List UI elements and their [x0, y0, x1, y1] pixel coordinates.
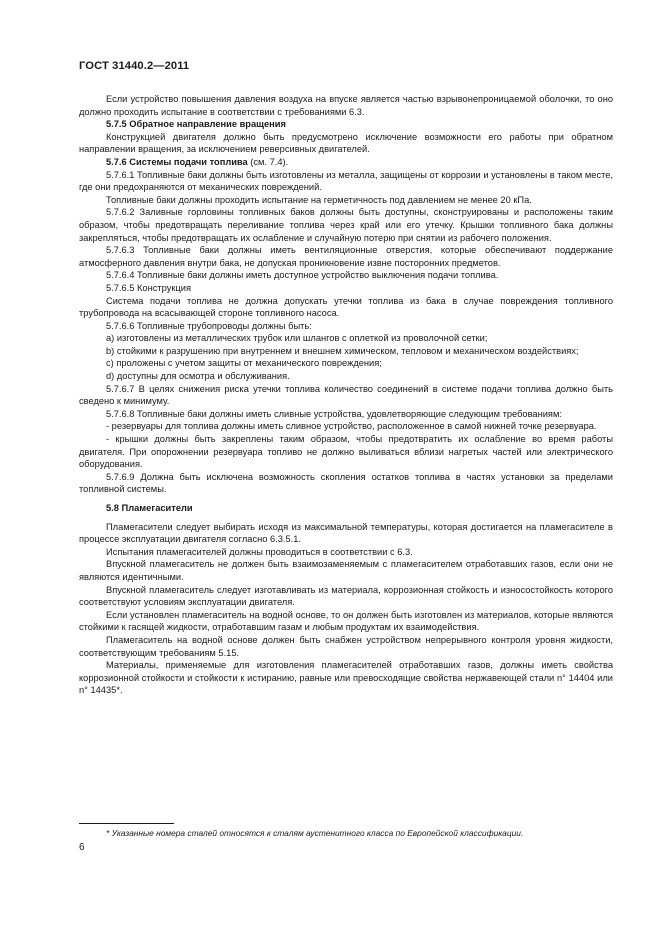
- paragraph-text: 5.7.6.1 Топливные баки должны быть изготовлены из металла, защищены от коррозии и установлены в таком месте, где они предохраняются от механических повреждений.: [79, 169, 613, 193]
- paragraph-text: Впускной пламегаситель следует изготавливать из материала, коррозионная стойкость и износостойкость которого соответствуют условиям эксплуатации двигателя.: [79, 584, 613, 608]
- paragraph: [79, 332, 613, 345]
- paragraph-text: (см. 7.4).: [247, 156, 289, 167]
- page-number: 6: [79, 842, 85, 853]
- paragraph-text: 5.7.6.8 Топливные баки должны иметь сливные устройства, удовлетворяющие следующим требованиям:: [106, 408, 562, 419]
- paragraph: [79, 282, 613, 295]
- paragraph: [79, 169, 613, 194]
- paragraph: [79, 584, 613, 609]
- paragraph-text: Конструкцией двигателя должно быть предусмотрено исключение возможности его работы при обратном направлении вращения, за исключением реверсивных двигателей.: [79, 131, 613, 155]
- paragraph-text: b) стойкими к разрушению при внутреннем и внешнем химическом, тепловом и механическом воздействиях;: [106, 345, 579, 356]
- section-heading: [79, 118, 613, 131]
- document-body: [79, 93, 613, 697]
- paragraph-text: 5.7.6.9 Должна быть исключена возможность скопления остатков топлива в частях установки за пределами топливной системы.: [79, 471, 613, 495]
- section-title: Пламегасители: [121, 503, 193, 513]
- paragraph-text: 5.7.6.2 Заливные горловины топливных баков должны быть доступны, сконструированы и расположены таким образом, чтобы предотвращать переливание топлива через край или его утечку. Крышки топливного бака должны закрепляться, чтобы предотвращать их ослабление и случайную потерю при снятии из рабочего положения.: [79, 207, 613, 243]
- paragraph-text: Если устройство повышения давления воздуха на впуске является частью взрывонепроницаемой оболочки, то оно должно проходить испытание в соответствии с требованиями 6.3.: [79, 94, 613, 117]
- paragraph-text: d) доступны для осмотра и обслуживания.: [106, 371, 290, 382]
- paragraph-text: Если установлен пламегаситель на водной основе, то он должен быть изготовлен из материалов, которые являются стойкими к гасящей жидкости, отработавшим газам и любым продуктам их взаимодействия.: [79, 609, 613, 633]
- paragraph-text: - крышки должны быть закреплены таким образом, чтобы предотвратить их ослабление во время работы двигателя. При опорожнении резервуара топливо не должно выливаться вблизи нагретых частей или электрического оборудования.: [79, 434, 613, 470]
- paragraph: [79, 131, 613, 156]
- paragraph-text: a) изготовлены из металлических трубок или шлангов с оплеткой из проволочной сетки;: [106, 333, 488, 344]
- footnote: * Указанные номера сталей относятся к сталям аустенитного класса по Европейской классификации.: [106, 828, 524, 838]
- paragraph-text: 5.7.6.6 Топливные трубопроводы должны быть:: [106, 320, 312, 331]
- paragraph: [79, 244, 613, 269]
- paragraph: [79, 408, 613, 421]
- paragraph: [79, 194, 613, 207]
- paragraph: [79, 558, 613, 583]
- paragraph-text: Пламегасители следует выбирать исходя из максимальной температуры, которая достигается на пламегасителе в процессе эксплуатации двигателя согласно 6.3.5.1.: [79, 521, 613, 545]
- paragraph: [79, 609, 613, 634]
- section-heading: [79, 156, 613, 169]
- paragraph-text: 5.7.6.7 В целях снижения риска утечки топлива количество соединений в системе подачи топлива должно быть сведено к минимуму.: [79, 383, 613, 407]
- paragraph: [79, 659, 613, 697]
- paragraph: [79, 471, 613, 496]
- section-heading: [79, 502, 613, 515]
- paragraph: [79, 521, 613, 546]
- paragraph-text: Система подачи топлива не должна допускать утечки топлива из бака в случае повреждения топливного трубопровода на всасывающей стороне топливного насоса.: [79, 295, 613, 319]
- paragraph-text: Материалы, применяемые для изготовления пламегасителей отработавших газов, должны иметь свойства коррозионной стойкости и стойкости к истиранию, равные или превосходящие свойства нержавеющей стали n° 14404 или n° 14435*.: [79, 660, 613, 696]
- paragraph: [79, 420, 613, 433]
- paragraph: [79, 370, 613, 383]
- paragraph: [79, 345, 613, 358]
- paragraph: [79, 295, 613, 320]
- section-number: 5.7.5: [106, 119, 127, 130]
- paragraph: [79, 93, 613, 118]
- paragraph: [79, 634, 613, 659]
- paragraph: [79, 433, 613, 471]
- section-number: 5.7.6: [106, 156, 127, 167]
- paragraph: [79, 546, 613, 559]
- paragraph: [79, 383, 613, 408]
- paragraph-text: c) проложены с учетом защиты от механического повреждения;: [106, 358, 382, 369]
- paragraph: [79, 206, 613, 244]
- paragraph-text: - резервуары для топлива должны иметь сливное устройство, расположенное в самой нижней точке резервуара.: [106, 421, 597, 432]
- paragraph-text: 5.7.6.4 Топливные баки должны иметь доступное устройство выключения подачи топлива.: [106, 270, 499, 281]
- document-header: ГОСТ 31440.2—2011: [79, 60, 190, 72]
- paragraph-text: 5.7.6.5 Конструкция: [106, 282, 191, 293]
- paragraph: [79, 320, 613, 333]
- section-title: Обратное направление вращения: [129, 119, 286, 130]
- paragraph-text: Топливные баки должны проходить испытание на герметичность под давлением не менее 20 кПа.: [106, 194, 532, 205]
- paragraph-text: Впускной пламегаситель не должен быть взаимозаменяемым с пламегасителем отработавших газов, если они не являются идентичными.: [79, 559, 613, 582]
- footnote-divider: [79, 823, 174, 824]
- section-title: Системы подачи топлива: [129, 156, 248, 167]
- section-number: 5.8: [106, 503, 119, 513]
- paragraph-text: Пламегаситель на водной основе должен быть снабжен устройством непрерывного контроля уровня жидкости, соответствующим требованиям 5.15.: [79, 634, 613, 658]
- paragraph-text: Испытания пламегасителей должны проводиться в соответствии с 6.3.: [106, 546, 413, 557]
- paragraph: [79, 357, 613, 370]
- paragraph: [79, 269, 613, 282]
- paragraph-text: 5.7.6.3 Топливные баки должны иметь вентиляционные отверстия, которые обеспечивают поддержание атмосферного давления внутри бака, не допуская проникновение извне посторонних предметов.: [79, 245, 613, 268]
